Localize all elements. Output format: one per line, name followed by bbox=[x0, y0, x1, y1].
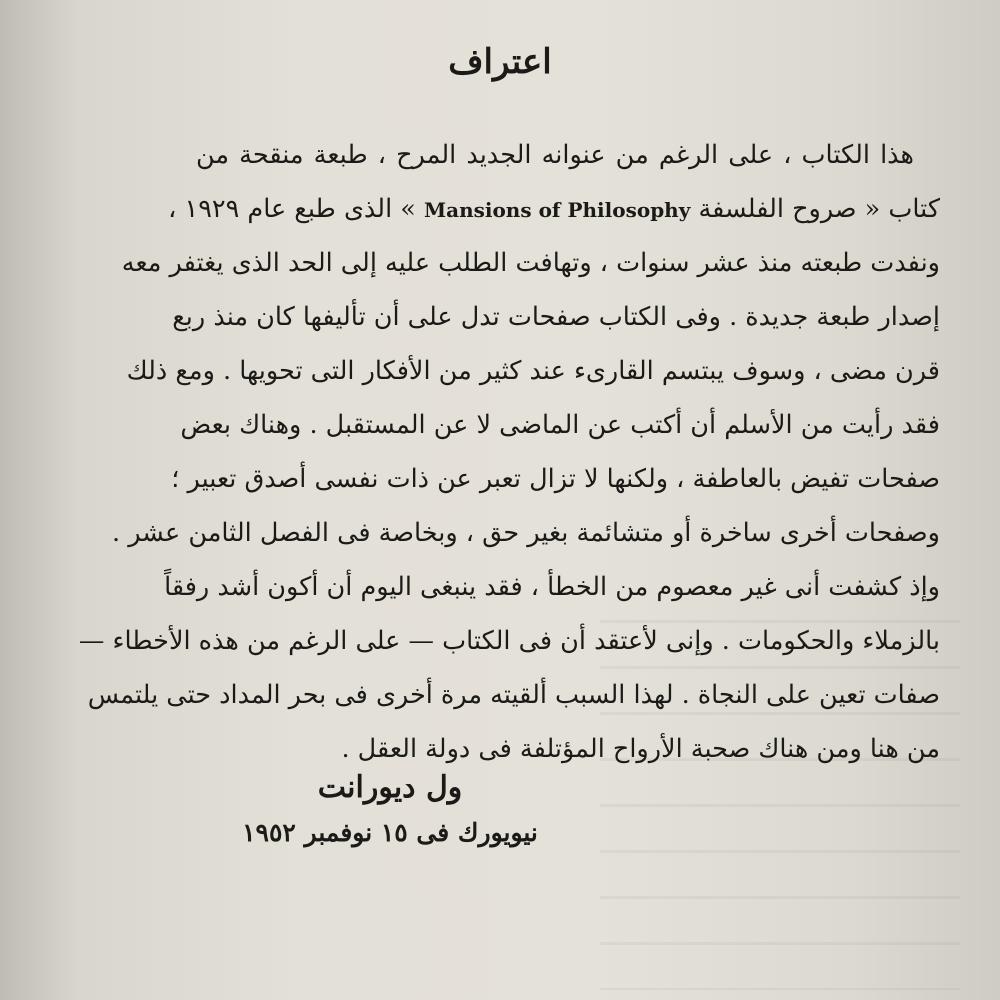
paragraph-line: وإذ كشفت أنى غير معصوم من الخطأ ، فقد ينبغى اليوم أن أكون أشد رفقاً bbox=[164, 572, 940, 602]
paragraph-line: هذا الكتاب ، على الرغم من عنوانه الجديد المرح ، طبعة منقحة من bbox=[196, 140, 914, 170]
paragraph-line: قرن مضى ، وسوف يبتسم القارىء عند كثير من الأفكار التى تحويها . ومع ذلك bbox=[126, 356, 940, 386]
paragraph-line: فقد رأيت من الأسلم أن أكتب عن الماضى لا عن المستقبل . وهناك بعض bbox=[180, 410, 940, 440]
paragraph-line: من هنا ومن هناك صحبة الأرواح المؤتلفة فى دولة العقل . bbox=[341, 734, 940, 764]
english-title: Mansions of Philosophy bbox=[423, 198, 691, 222]
paragraph-line bbox=[168, 182, 940, 236]
paragraph-line: ونفدت طبعته منذ عشر سنوات ، وتهافت الطلب عليه إلى الحد الذى يغتفر معه bbox=[121, 248, 940, 278]
line-segment: » الذى طبع عام ١٩٢٩ ، bbox=[168, 194, 416, 224]
place-and-date: نيويورك فى ١٥ نوفمبر ١٩٥٢ bbox=[242, 818, 538, 847]
line-segment: كتاب « صروح الفلسفة bbox=[698, 194, 940, 224]
paragraph-line: بالزملاء والحكومات . وإنى لأعتقد أن فى الكتاب — على الرغم من هذه الأخطاء — bbox=[78, 626, 940, 656]
paragraph-line: إصدار طبعة جديدة . وفى الكتاب صفحات تدل على أن تأليفها كان منذ ربع bbox=[172, 302, 940, 332]
preface-paragraph bbox=[78, 128, 940, 776]
paragraph-line: صفات تعين على النجاة . لهذا السبب ألقيته مرة أخرى فى بحر المداد حتى يلتمس bbox=[87, 680, 940, 710]
author-signature: ول ديورانت bbox=[317, 770, 463, 805]
page-title: اعتراف bbox=[448, 42, 552, 82]
paragraph-line: وصفحات أخرى ساخرة أو متشائمة بغير حق ، وبخاصة فى الفصل الثامن عشر . bbox=[111, 518, 940, 548]
paragraph-line: صفحات تفيض بالعاطفة ، ولكنها لا تزال تعبر عن ذات نفسى أصدق تعبير ؛ bbox=[171, 464, 940, 494]
